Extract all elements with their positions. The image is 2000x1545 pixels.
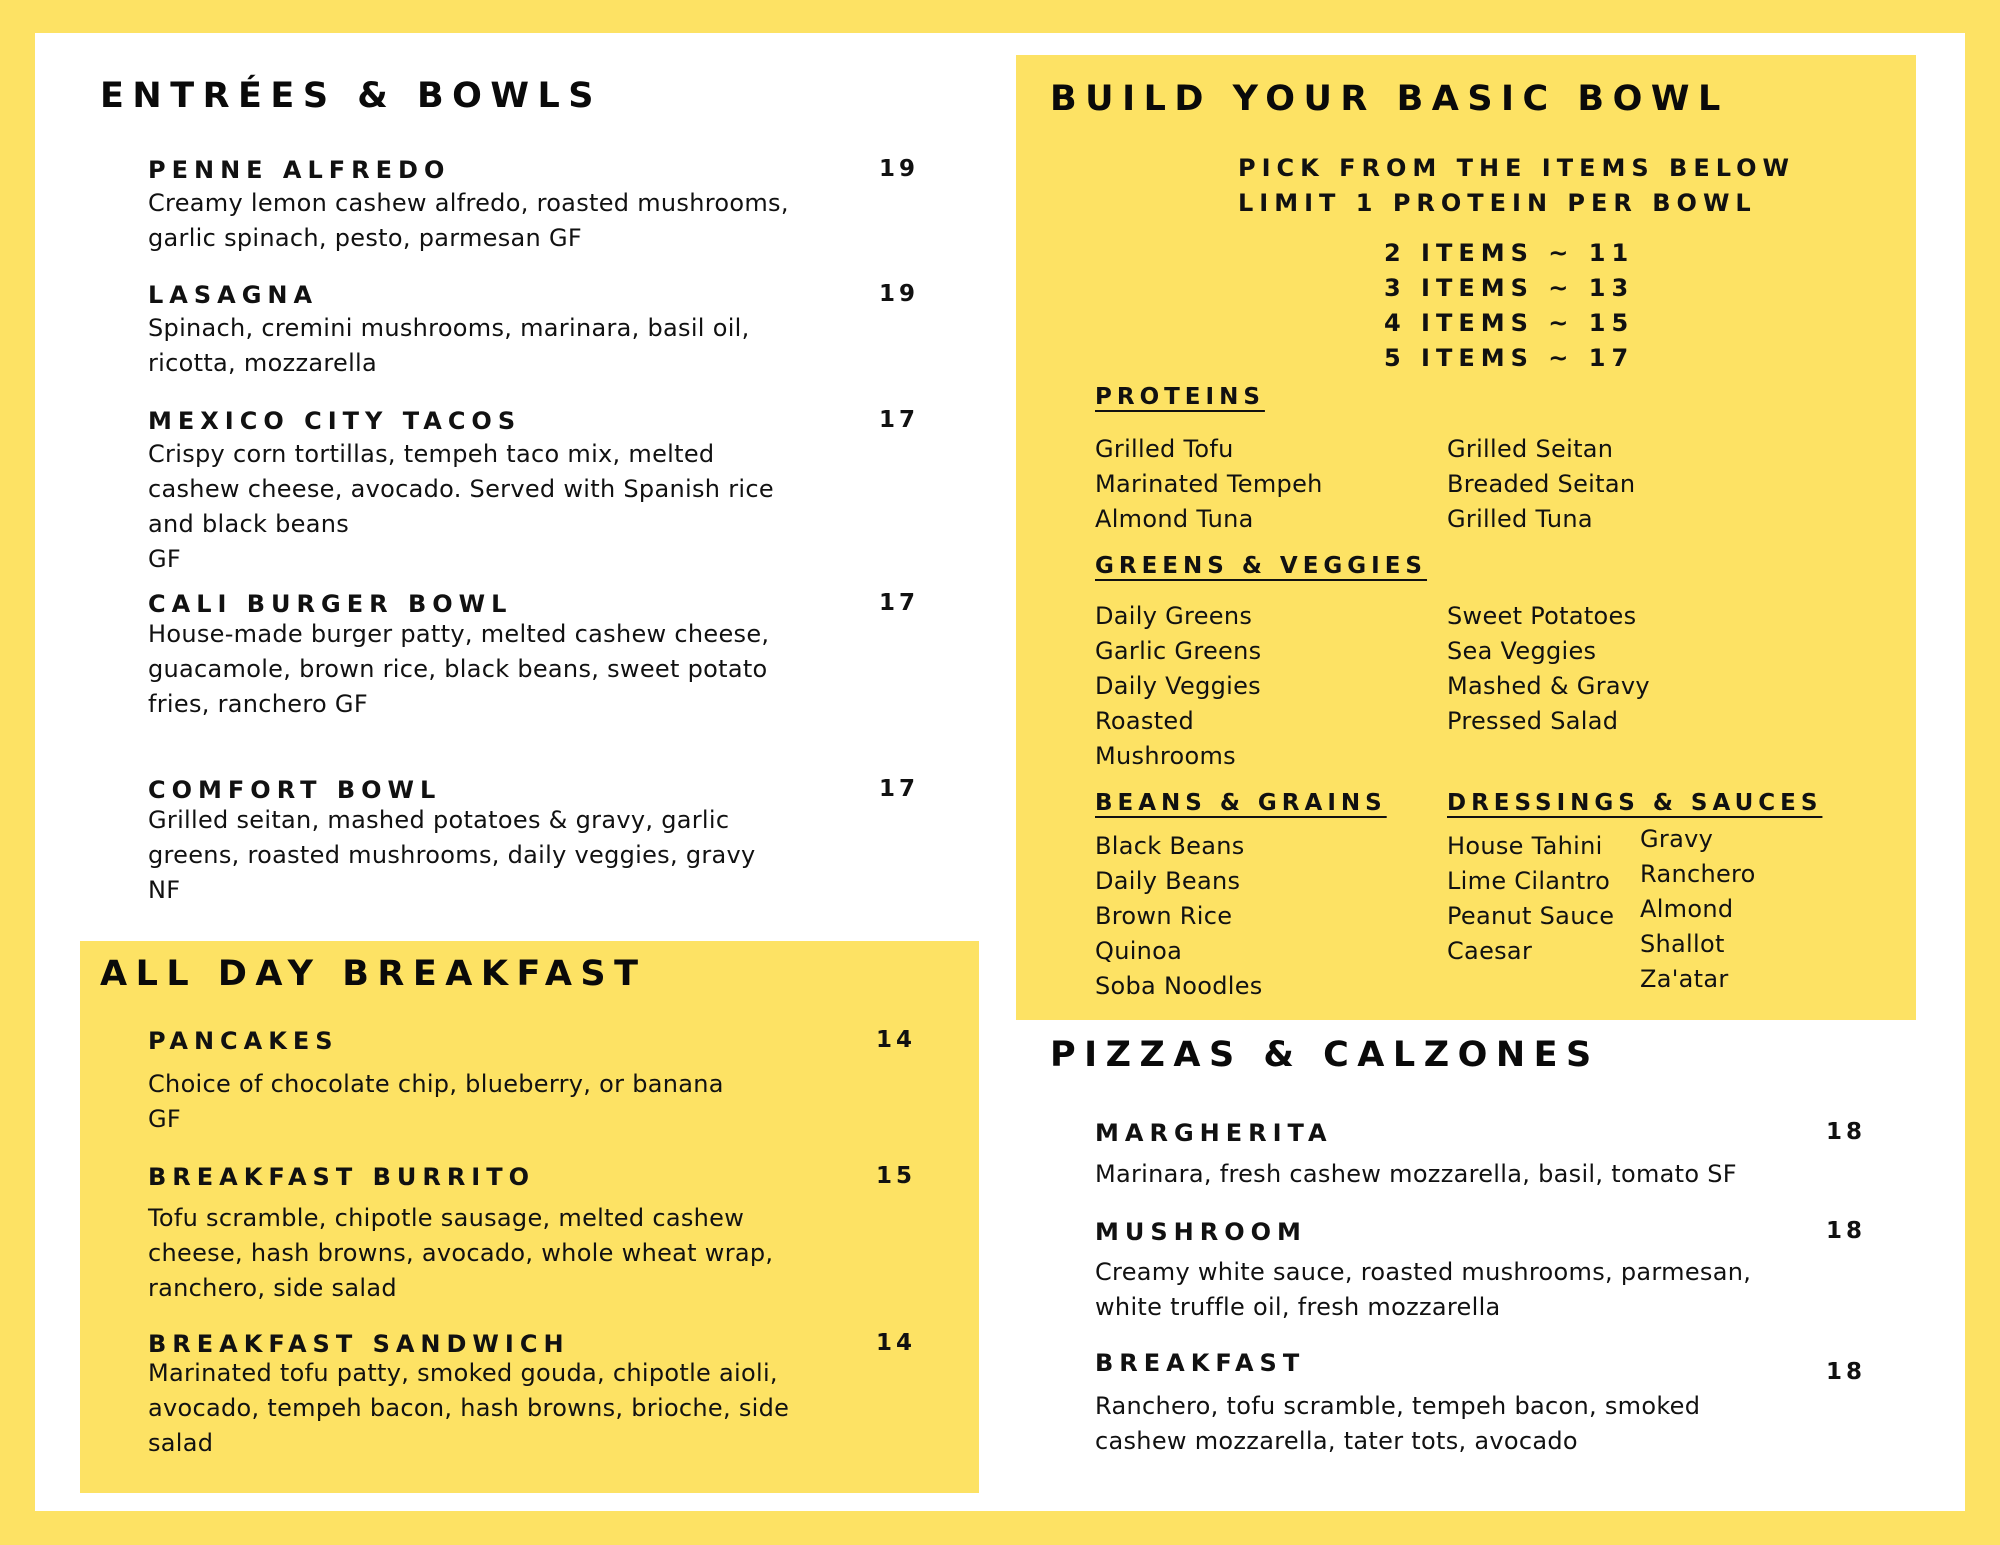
pizzas-title: PIZZAS & CALZONES [1050, 1035, 1600, 1075]
greens-list-right [1447, 599, 1650, 739]
item-name: BREAKFAST BURRITO [148, 1163, 536, 1191]
item-name: BREAKFAST SANDWICH [148, 1330, 570, 1358]
item-name: MEXICO CITY TACOS [148, 407, 522, 435]
list-item: Black Beans [1095, 832, 1245, 860]
build-bowl-title: BUILD YOUR BASIC BOWL [1050, 79, 1729, 119]
beans-grains-list [1095, 829, 1263, 1004]
item-name: COMFORT BOWL [148, 776, 442, 804]
item-price: 18 [1826, 1359, 1867, 1385]
list-item: Ranchero [1640, 860, 1756, 888]
list-item: Almond [1640, 895, 1734, 923]
bowl-price-tier: 4 ITEMS ~ 15 [1384, 309, 1635, 337]
dressings-sauces-heading: DRESSINGS & SAUCES [1447, 790, 1823, 816]
item-price: 19 [879, 281, 920, 307]
list-item: Grilled Seitan [1447, 435, 1614, 463]
item-price: 14 [876, 1330, 917, 1356]
list-item: Garlic Greens [1095, 637, 1262, 665]
item-description: Creamy lemon cashew alfredo, roasted mushrooms, garlic spinach, pesto, parmesan GF [148, 189, 789, 252]
list-item: Grilled Tofu [1095, 435, 1234, 463]
list-item: Peanut Sauce [1447, 902, 1615, 930]
item-name: PANCAKES [148, 1027, 339, 1055]
list-item: Daily Veggies [1095, 672, 1261, 700]
item-name: PENNE ALFREDO [148, 156, 451, 184]
item-price: 17 [879, 590, 920, 616]
list-item: Roasted [1095, 707, 1195, 735]
item-description: Crispy corn tortillas, tempeh taco mix, melted cashew cheese, avocado. Served with Spanish rice and black beans GF [148, 440, 774, 573]
list-item: House Tahini [1447, 832, 1603, 860]
breakfast-title: ALL DAY BREAKFAST [100, 954, 647, 994]
list-item: Marinated Tempeh [1095, 470, 1323, 498]
entrees-title: ENTRÉES & BOWLS [100, 76, 602, 116]
list-item: Caesar [1447, 937, 1533, 965]
list-item: Pressed Salad [1447, 707, 1619, 735]
item-price: 17 [879, 776, 920, 802]
dressings-list-left [1447, 829, 1614, 969]
proteins-heading: PROTEINS [1095, 384, 1265, 410]
list-item: Mashed & Gravy [1447, 672, 1650, 700]
item-description: Marinara, fresh cashew mozzarella, basil, tomato SF [1095, 1160, 1737, 1188]
bowl-price-tier: 5 ITEMS ~ 17 [1384, 344, 1635, 372]
list-item: Breaded Seitan [1447, 470, 1636, 498]
item-description: Marinated tofu patty, smoked gouda, chipotle aioli, avocado, tempeh bacon, hash browns, brioche, side salad [148, 1359, 790, 1457]
item-description: Ranchero, tofu scramble, tempeh bacon, smoked cashew mozzarella, tater tots, avocado [1095, 1392, 1701, 1455]
item-description: Grilled seitan, mashed potatoes & gravy, garlic greens, roasted mushrooms, daily veggies, gravy NF [148, 806, 756, 904]
bowl-price-tier: 3 ITEMS ~ 13 [1384, 274, 1635, 302]
list-item: Mushrooms [1095, 742, 1236, 770]
item-name: BREAKFAST [1095, 1349, 1306, 1377]
list-item: Daily Greens [1095, 602, 1253, 630]
item-description: Creamy white sauce, roasted mushrooms, parmesan, white truffle oil, fresh mozzarella [1095, 1258, 1752, 1321]
list-item: Za'atar [1640, 965, 1729, 993]
bowl-instruction: LIMIT 1 PROTEIN PER BOWL [1238, 189, 1757, 217]
item-price: 19 [879, 156, 920, 182]
item-price: 17 [879, 407, 920, 433]
beans-grains-heading: BEANS & GRAINS [1095, 790, 1387, 816]
bowl-instruction: PICK FROM THE ITEMS BELOW [1238, 154, 1796, 182]
item-description: Tofu scramble, chipotle sausage, melted cashew cheese, hash browns, avocado, whole wheat wrap, ranchero, side salad [148, 1204, 774, 1302]
list-item: Sweet Potatoes [1447, 602, 1637, 630]
proteins-list-right [1447, 432, 1635, 537]
item-name: LASAGNA [148, 281, 319, 309]
list-item: Grilled Tuna [1447, 505, 1593, 533]
list-item: Almond Tuna [1095, 505, 1254, 533]
list-item: Daily Beans [1095, 867, 1241, 895]
item-description: Choice of chocolate chip, blueberry, or banana GF [148, 1070, 724, 1133]
item-name: MARGHERITA [1095, 1119, 1333, 1147]
item-name: MUSHROOM [1095, 1218, 1307, 1246]
bowl-price-tier: 2 ITEMS ~ 11 [1384, 239, 1635, 267]
proteins-list-left [1095, 432, 1323, 537]
list-item: Shallot [1640, 930, 1725, 958]
item-name: CALI BURGER BOWL [148, 590, 513, 618]
list-item: Soba Noodles [1095, 972, 1263, 1000]
list-item: Gravy [1640, 825, 1714, 853]
list-item: Quinoa [1095, 937, 1183, 965]
greens-list-left [1095, 599, 1261, 774]
list-item: Sea Veggies [1447, 637, 1597, 665]
list-item: Lime Cilantro [1447, 867, 1611, 895]
item-price: 15 [876, 1163, 917, 1189]
greens-heading: GREENS & VEGGIES [1095, 553, 1428, 579]
item-price: 18 [1826, 1218, 1867, 1244]
item-price: 14 [876, 1027, 917, 1053]
dressings-list-right [1640, 822, 1756, 997]
item-description: Spinach, cremini mushrooms, marinara, basil oil, ricotta, mozzarella [148, 314, 750, 377]
list-item: Brown Rice [1095, 902, 1233, 930]
item-description: House-made burger patty, melted cashew cheese, guacamole, brown rice, black beans, sweet potato fries, ranchero GF [148, 620, 770, 718]
item-price: 18 [1826, 1119, 1867, 1145]
